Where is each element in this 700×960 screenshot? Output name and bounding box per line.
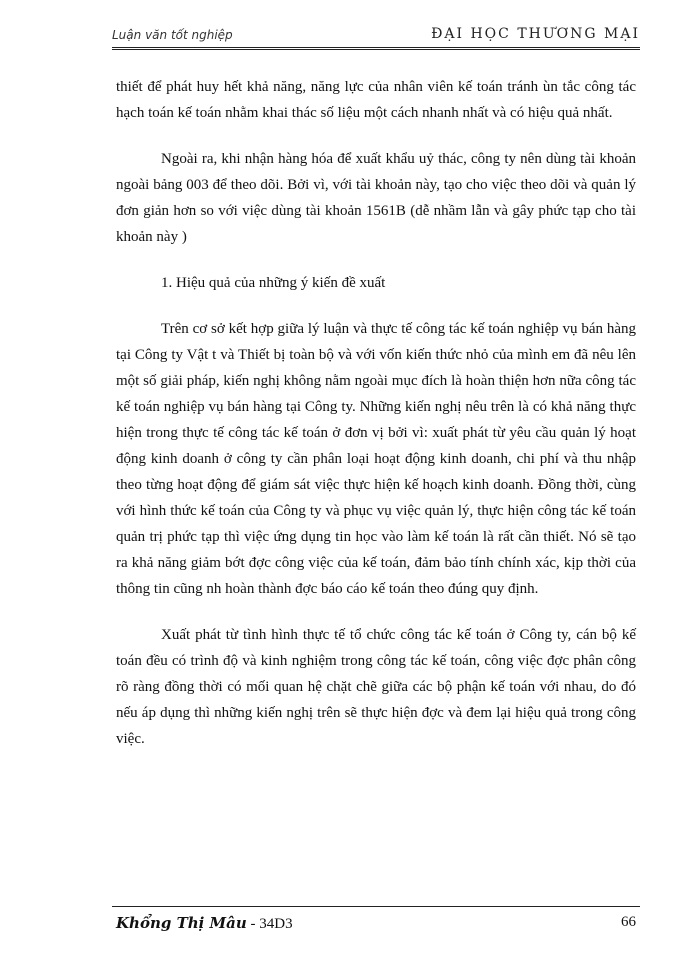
author-signature: Khổng Thị Mâu	[116, 914, 247, 932]
footer-rule	[112, 906, 640, 907]
section-heading: 1. Hiệu quả của những ý kiến đề xuất	[161, 275, 386, 291]
page-number: 66	[621, 914, 636, 930]
paragraph-account-003: Ngoài ra, khi nhận hàng hóa để xuất khẩu uỷ thác, công ty nên dùng tài khoản ngoài bảng 003 để theo dõi. Bởi vì, với tài khoản này, tạo cho việc theo dõi và quản lý đơn giản hơn so với việc dùng tài khoản 1561B (dễ nhầm lẫn và gây phức tạp cho tài khoản này )	[116, 151, 636, 245]
author-class: - 34D3	[246, 916, 293, 932]
page-header	[112, 22, 640, 48]
header-thesis-label: Luận văn tốt nghiệp	[112, 28, 233, 42]
header-rule	[112, 47, 640, 52]
header-university-label: ĐẠI HỌC THƯƠNG MẠI	[431, 26, 640, 42]
document-body	[116, 74, 636, 772]
paragraph-continuation: thiết để phát huy hết khả năng, năng lực của nhân viên kế toán tránh ùn tắc công tác hạch toán kế toán nhằm khai thác số liệu một cách nhanh nhất và có hiệu quả nhất.	[116, 79, 636, 121]
paragraph-proposals: Trên cơ sở kết hợp giữa lý luận và thực tế công tác kế toán nghiệp vụ bán hàng tại Công ty Vật t và Thiết bị toàn bộ và với vốn kiến thức nhỏ của mình em đã nêu lên một số giải pháp, kiến nghị không nằm ngoài mục đích là hoàn thiện hơn nữa công tác kế toán nghiệp vụ bán hàng tại Công ty. Những kiến nghị nêu trên là có khả năng thực hiện trong thực tế công tác kế toán ở đơn vị bởi vì: xuất phát từ yêu cầu quản lý hoạt động kinh doanh ở công ty cần phân loại hoạt động kinh doanh, chi phí và thu nhập theo từng hoạt động để giám sát việc thực hiện kế hoạch kinh doanh. Đồng thời, cùng với hình thức kế toán của Công ty và phục vụ việc quản lý, thực hiện công tác kế toán quản trị phức tạp thì việc ứng dụng tin học vào làm kế toán là rất cần thiết. Nó sẽ tạo ra khả năng giảm bớt đợc công việc của kế toán, đảm bảo tính chính xác, kịp thời của thông tin cũng nh hoàn thành đợc báo cáo kế toán theo đúng quy định.	[116, 321, 636, 597]
paragraph-conclusion: Xuất phát từ tình hình thực tế tổ chức công tác kế toán ở Công ty, cán bộ kế toán đều có trình độ và kinh nghiệm trong công tác kế toán, công việc đợc phân công rõ ràng đồng thời có mối quan hệ chặt chẽ giữa các bộ phận kế toán với nhau, do đó nếu áp dụng thì những kiến nghị trên sẽ thực hiện đợc và đem lại hiệu quả trong công việc.	[116, 627, 636, 747]
footer-author-block	[116, 914, 293, 933]
